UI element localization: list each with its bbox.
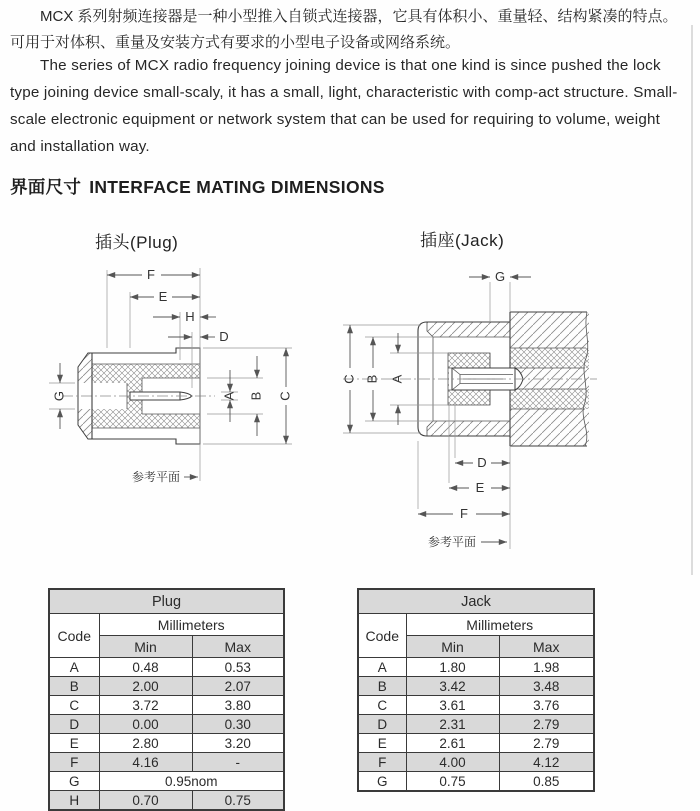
cell-max: 3.20	[192, 734, 284, 753]
table-row	[49, 753, 284, 772]
jack-dim-label-f: F	[460, 506, 468, 521]
cell-code: F	[49, 753, 99, 772]
cell-code: C	[49, 696, 99, 715]
cell-max: 2.79	[499, 734, 594, 753]
section-heading	[10, 174, 385, 199]
cell-max: 0.75	[192, 791, 284, 811]
unit-header: Millimeters	[99, 614, 284, 636]
max-header: Max	[192, 636, 284, 658]
jack-dim-label-d: D	[477, 455, 487, 470]
cell-max: 2.07	[192, 677, 284, 696]
cell-min: 2.31	[406, 715, 499, 734]
cell-code: G	[49, 772, 99, 791]
plug-dim-label-g: G	[51, 390, 67, 402]
cell-max: 3.80	[192, 696, 284, 715]
cell-code: G	[358, 772, 406, 792]
table-title: Plug	[49, 589, 284, 614]
cell-min: 4.00	[406, 753, 499, 772]
jack-body	[343, 312, 597, 446]
plug-dim-label-f: F	[147, 267, 155, 282]
plug-ref-plane-label: 参考平面	[131, 470, 181, 484]
cell-min: 3.72	[99, 696, 192, 715]
plug-diagram-title: 插头(Plug)	[95, 233, 179, 252]
table-row	[49, 772, 284, 791]
table-row	[49, 734, 284, 753]
cell-code: C	[358, 696, 406, 715]
cell-span-value: 0.95nom	[99, 772, 284, 791]
jack-dim-label-a: A	[389, 374, 405, 384]
cell-max: 3.48	[499, 677, 594, 696]
plug-table-unit-row	[49, 614, 284, 636]
table-row	[49, 677, 284, 696]
cell-min: 2.61	[406, 734, 499, 753]
table-row	[358, 677, 594, 696]
jack-table-unit-row	[358, 614, 594, 636]
cell-max: 4.12	[499, 753, 594, 772]
intro-paragraph-english: The series of MCX radio frequency joining device is that one kind is since pushed the lock type joining device small-scaly, it has a small, light, characteristic with comp-act structure. Small-scale electronic equipment or network system that can be used for requiring to volume, weight and installation way.	[10, 57, 678, 155]
jack-ref-plane-label: 参考平面	[427, 535, 477, 549]
code-header: Code	[49, 614, 99, 658]
jack-dim-label-g: G	[494, 269, 506, 284]
cell-code: D	[49, 715, 99, 734]
plug-drawing	[35, 256, 310, 504]
cell-min: 1.80	[406, 658, 499, 677]
plug-dim-label-a: A	[221, 391, 237, 401]
table-row	[358, 772, 594, 792]
cell-max: 0.30	[192, 715, 284, 734]
cell-code: D	[358, 715, 406, 734]
cell-max: 3.76	[499, 696, 594, 715]
code-header: Code	[358, 614, 406, 658]
cell-max: 1.98	[499, 658, 594, 677]
table-row	[358, 715, 594, 734]
cell-max: 2.79	[499, 715, 594, 734]
cell-code: H	[49, 791, 99, 811]
max-header: Max	[499, 636, 594, 658]
table-row	[358, 658, 594, 677]
intro-paragraph-chinese: MCX 系列射频连接器是一种小型推入自锁式连接器，它具有体积小、重量轻、结构紧凑的特点。可用于对体积、重量及安装方式有要求的小型电子设备或网络系统。	[10, 8, 678, 51]
plug-table-title-row	[49, 589, 284, 614]
cell-code: E	[358, 734, 406, 753]
jack-dim-label-b: B	[364, 374, 380, 384]
cell-min: 3.42	[406, 677, 499, 696]
table-row	[49, 696, 284, 715]
jack-diagram-title: 插座(Jack)	[420, 231, 505, 250]
plug-dim-label-e: E	[158, 289, 168, 304]
jack-table	[357, 588, 595, 792]
table-row	[358, 696, 594, 715]
section-heading-zh: 界面尺寸	[10, 177, 82, 197]
cell-max: 0.85	[499, 772, 594, 792]
cell-min: 2.00	[99, 677, 192, 696]
cell-code: A	[358, 658, 406, 677]
jack-dim-label-c: C	[341, 374, 357, 384]
cell-max: -	[192, 753, 284, 772]
cell-min: 4.16	[99, 753, 192, 772]
cell-min: 0.00	[99, 715, 192, 734]
cell-code: E	[49, 734, 99, 753]
table-row	[358, 753, 594, 772]
cell-min: 0.70	[99, 791, 192, 811]
cell-code: F	[358, 753, 406, 772]
cell-min: 3.61	[406, 696, 499, 715]
cell-max: 0.53	[192, 658, 284, 677]
min-header: Min	[99, 636, 192, 658]
plug-dim-label-d: D	[219, 329, 229, 344]
cell-min: 0.75	[406, 772, 499, 792]
cell-code: B	[49, 677, 99, 696]
plug-dim-label-c: C	[277, 391, 293, 401]
table-row	[49, 658, 284, 677]
section-heading-en: INTERFACE MATING DIMENSIONS	[89, 177, 385, 197]
jack-table-title-row	[358, 589, 594, 614]
min-header: Min	[406, 636, 499, 658]
table-title: Jack	[358, 589, 594, 614]
cell-min: 0.48	[99, 658, 192, 677]
jack-dim-label-e: E	[475, 480, 485, 495]
cell-code: B	[358, 677, 406, 696]
unit-header: Millimeters	[406, 614, 594, 636]
cell-min: 2.80	[99, 734, 192, 753]
plug-table	[48, 588, 285, 811]
jack-drawing	[335, 253, 700, 563]
table-row	[358, 734, 594, 753]
plug-dim-label-b: B	[248, 391, 264, 401]
table-row	[49, 715, 284, 734]
cell-code: A	[49, 658, 99, 677]
table-row	[49, 791, 284, 811]
plug-dim-label-h: H	[185, 309, 195, 324]
